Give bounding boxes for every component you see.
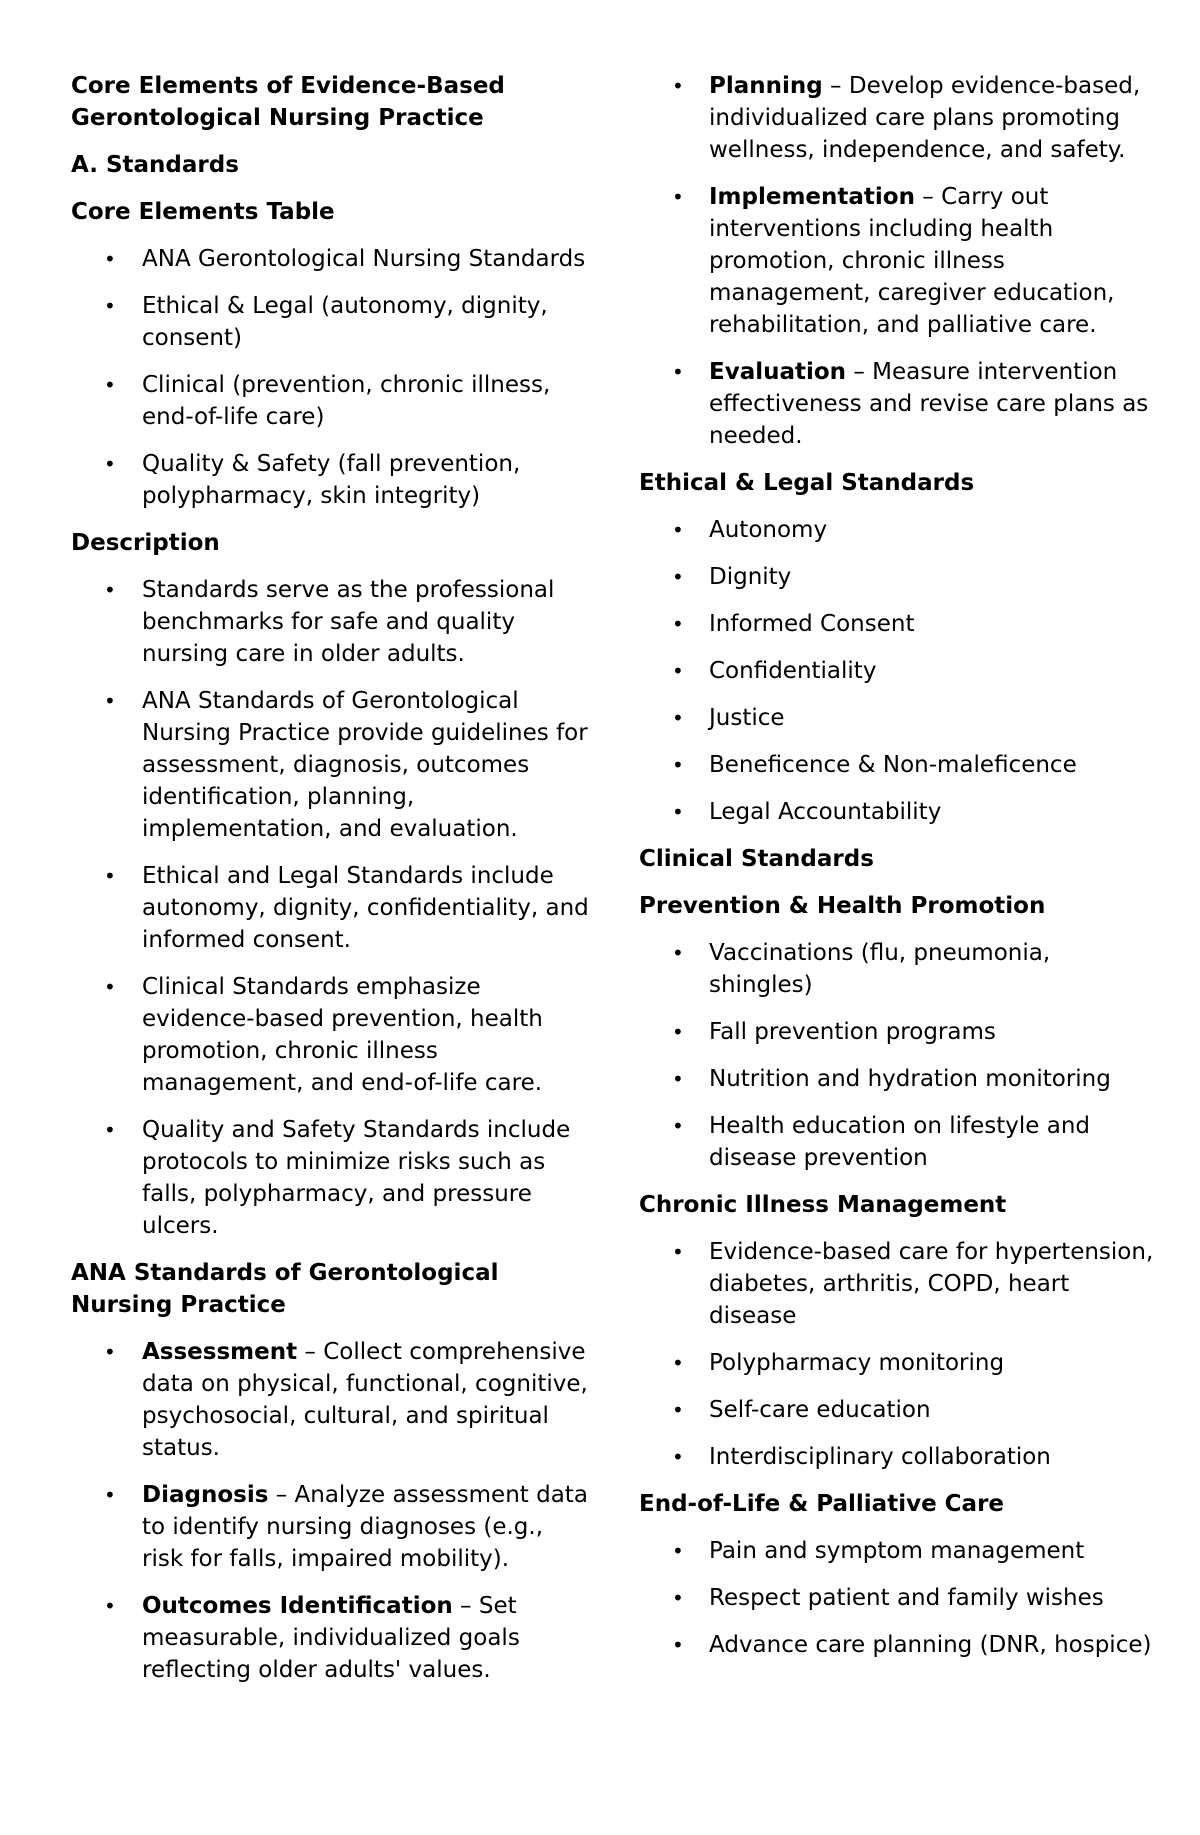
list-item <box>71 1336 591 1464</box>
end-of-life-heading: End-of-Life & Palliative Care <box>639 1491 1005 1517</box>
list-item: • Legal Accountability <box>639 796 1159 828</box>
list-item: • Autonomy <box>639 514 1159 546</box>
list-item: • Justice <box>639 702 1159 734</box>
section-a-heading: A. Standards <box>71 152 239 178</box>
list-item: • Clinical Standards emphasize evidence-based prevention, health promotion, chronic illness management, and end-of-life care. <box>71 971 591 1099</box>
list-item: • Pain and symptom management <box>639 1535 1159 1567</box>
standard-text: – Analyze assessment data to identify nursing diagnoses (e.g., risk for falls, impaired mobility). <box>142 1482 588 1572</box>
list-item <box>639 356 1159 452</box>
list-item: • Vaccinations (flu, pneumonia, shingles) <box>639 937 1159 1001</box>
list-item: • Confidentiality <box>639 655 1159 687</box>
ana-standards-heading: ANA Standards of Gerontological Nursing Practice <box>71 1260 499 1318</box>
chronic-illness-list <box>639 1236 1159 1473</box>
list-item: • Beneficence & Non-maleficence <box>639 749 1159 781</box>
list-item: • Self-care education <box>639 1394 1159 1426</box>
right-column <box>639 70 1159 1676</box>
list-item: • Quality & Safety (fall prevention, polypharmacy, skin integrity) <box>71 448 591 512</box>
standard-term: Assessment <box>142 1339 298 1365</box>
list-item: • Advance care planning (DNR, hospice) <box>639 1629 1159 1661</box>
list-item <box>639 181 1159 341</box>
list-item: • Informed Consent <box>639 608 1159 640</box>
standard-text: – Collect comprehensive data on physical, functional, cognitive, psychosocial, cultural, and spiritual status. <box>142 1339 588 1461</box>
list-item: • Interdisciplinary collaboration <box>639 1441 1159 1473</box>
standard-term: Evaluation <box>709 359 847 385</box>
list-item: • Standards serve as the professional benchmarks for safe and quality nursing care in older adults. <box>71 574 591 670</box>
ana-standards-list <box>71 1336 591 1686</box>
list-item: • Clinical (prevention, chronic illness, end-of-life care) <box>71 369 591 433</box>
standard-text: – Measure intervention effectiveness and revise care plans as needed. <box>709 359 1149 449</box>
end-of-life-list <box>639 1535 1159 1661</box>
list-item: • Nutrition and hydration monitoring <box>639 1063 1159 1095</box>
list-item: • Dignity <box>639 561 1159 593</box>
list-item: • Respect patient and family wishes <box>639 1582 1159 1614</box>
standard-term: Diagnosis <box>142 1482 269 1508</box>
standard-term: Implementation <box>709 184 915 210</box>
list-item: • Polypharmacy monitoring <box>639 1347 1159 1379</box>
list-item: • Quality and Safety Standards include protocols to minimize risks such as falls, polypharmacy, and pressure ulcers. <box>71 1114 591 1242</box>
standard-term: Planning <box>709 73 823 99</box>
list-item: • Health education on lifestyle and disease prevention <box>639 1110 1159 1174</box>
description-list <box>71 574 591 1242</box>
list-item: • Ethical & Legal (autonomy, dignity, consent) <box>71 290 591 354</box>
standard-term: Outcomes Identification <box>142 1593 453 1619</box>
clinical-standards-heading: Clinical Standards <box>639 846 874 872</box>
list-item <box>71 1479 591 1575</box>
prevention-heading: Prevention & Health Promotion <box>639 893 1046 919</box>
standard-text: – Develop evidence-based, individualized care plans promoting wellness, independence, and safety. <box>709 73 1141 163</box>
list-item <box>71 1590 591 1686</box>
ana-standards-list-continued <box>639 70 1159 452</box>
chronic-illness-heading: Chronic Illness Management <box>639 1192 1007 1218</box>
list-item: • Fall prevention programs <box>639 1016 1159 1048</box>
standard-text: – Set measurable, individualized goals reflecting older adults' values. <box>142 1593 520 1683</box>
prevention-list <box>639 937 1159 1174</box>
description-heading: Description <box>71 530 220 556</box>
list-item: • Evidence-based care for hypertension, diabetes, arthritis, COPD, heart disease <box>639 1236 1159 1332</box>
list-item: • Ethical and Legal Standards include autonomy, dignity, confidentiality, and informed consent. <box>71 860 591 956</box>
standard-text: – Carry out interventions including health promotion, chronic illness management, caregiver education, rehabilitation, and palliative care. <box>709 184 1115 338</box>
document-title: Core Elements of Evidence-Based Gerontological Nursing Practice <box>71 73 505 131</box>
list-item <box>639 70 1159 166</box>
ethical-legal-list <box>639 514 1159 828</box>
list-item: • ANA Gerontological Nursing Standards <box>71 243 591 275</box>
ethical-legal-heading: Ethical & Legal Standards <box>639 470 975 496</box>
core-elements-table-heading: Core Elements Table <box>71 199 335 225</box>
list-item: • ANA Standards of Gerontological Nursing Practice provide guidelines for assessment, diagnosis, outcomes identification, planning, implementation, and evaluation. <box>71 685 591 845</box>
left-column <box>71 70 591 1701</box>
core-elements-list <box>71 243 591 512</box>
